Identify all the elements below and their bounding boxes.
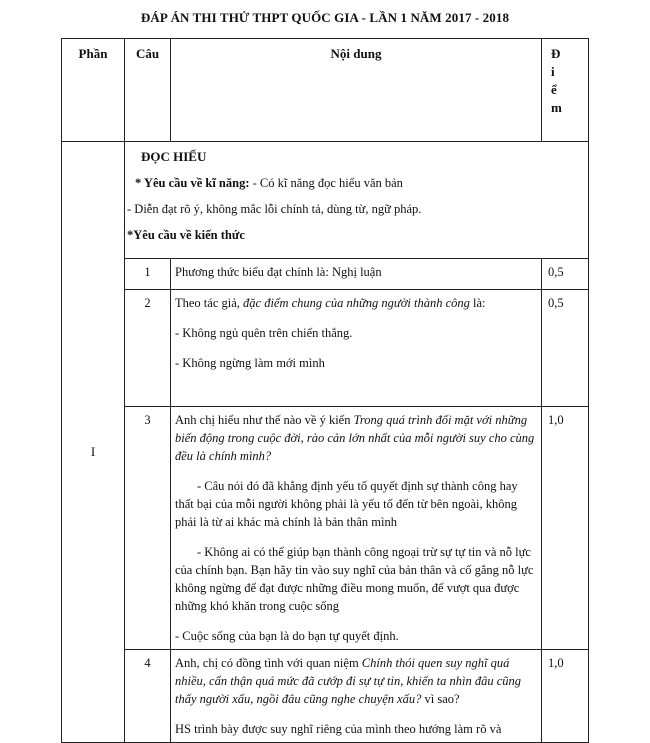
header-diem-letter: Đ: [551, 46, 561, 61]
question-content: Phương thức biểu đạt chính là: Nghị luận: [171, 259, 542, 290]
question-row: [62, 407, 589, 650]
question-content: [171, 650, 542, 743]
skill-text: - Có kĩ năng đọc hiểu văn bản: [249, 176, 403, 190]
answer-bullet: - Không ngừng làm mới mình: [175, 356, 325, 370]
question-score: 1,0: [542, 650, 589, 743]
question-lead: Anh, chị có đồng tình với quan niệm Chính thói quen suy nghĩ quá nhiều, cẩn thận quá mức đã cướp đi sự tự tin, khiến ta nhìn đâu cũng thấy người xấu, ngồi đâu cũng nghe chuyện xấu? vì sao?: [175, 656, 522, 706]
question-number: 4: [125, 650, 171, 743]
header-phan: Phần: [62, 39, 125, 142]
section-intro-row: [62, 142, 589, 259]
answer-paragraph: - Cuộc sống của bạn là do bạn tự quyết định.: [175, 629, 399, 643]
skill-label: * Yêu cầu về kĩ năng:: [135, 176, 250, 190]
question-content: [171, 407, 542, 650]
question-score: 1,0: [542, 407, 589, 650]
knowledge-label: *Yêu cầu về kiến thức: [127, 228, 245, 242]
question-row: [62, 650, 589, 743]
answer-paragraph: HS trình bày được suy nghĩ riêng của mình theo hướng làm rõ và: [175, 722, 502, 736]
question-lead: Anh chị hiểu như thế nào về ý kiến Trong quá trình đối mặt với những biến động trong cuộc đời, rào cản lớn nhất của mỗi người suy cho cùng đều là chính mình?: [175, 413, 535, 463]
question-score: 0,5: [542, 259, 589, 290]
header-cau: Câu: [125, 39, 171, 142]
section-phan-cell: [62, 142, 125, 743]
question-number: 2: [125, 290, 171, 407]
answer-paragraph: - Câu nói đó đã khẳng định yếu tố quyết định sự thành công hay thất bại của mỗi người không phải là yếu tố đến từ bên ngoài, không phải là từ ai khác mà chính là bản thân mình: [175, 479, 518, 529]
answer-paragraph: - Không ai có thể giúp bạn thành công ngoại trừ sự tự tin và nỗ lực của chính bạn. Bạn hãy tin vào suy nghĩ của bản thân và cố gắng nỗ lực không ngừng để đạt được những điều mong muốn, để vượt qua được những khó khăn trong cuộc sống: [175, 545, 534, 613]
header-diem-letter: ể: [551, 82, 557, 97]
question-content: [171, 290, 542, 407]
section-phan-label: I: [90, 444, 96, 459]
page-title: ĐÁP ÁN THI THỬ THPT QUỐC GIA - LẦN 1 NĂM 2017 - 2018: [140, 10, 510, 25]
table-header-row: [62, 39, 589, 142]
answer-table: [61, 38, 589, 743]
skill-line-2: - Diễn đạt rõ ý, không mắc lỗi chính tả, dùng từ, ngữ pháp.: [127, 202, 422, 216]
question-row: [62, 259, 589, 290]
header-noi-dung: Nội dung: [171, 39, 542, 142]
question-score: 0,5: [542, 290, 589, 407]
skill-requirement: [135, 174, 588, 192]
section-heading: ĐỌC HIỂU: [141, 149, 207, 164]
question-number: 3: [125, 407, 171, 650]
question-row: [62, 290, 589, 407]
question-lead: Theo tác giả, đặc điểm chung của những người thành công là:: [175, 296, 486, 310]
header-diem-letter: i: [551, 64, 555, 79]
header-diem: [542, 39, 589, 142]
answer-bullet: - Không ngủ quên trên chiến thắng.: [175, 326, 353, 340]
section-intro: [125, 142, 589, 259]
question-number: 1: [125, 259, 171, 290]
header-diem-letter: m: [551, 100, 562, 115]
